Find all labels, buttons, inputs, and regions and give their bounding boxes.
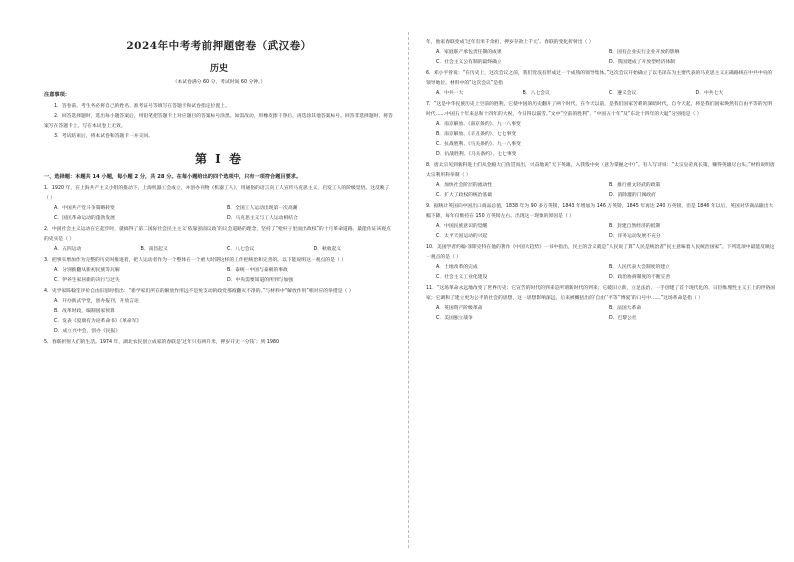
option-group <box>44 245 394 255</box>
right-column <box>426 38 776 325</box>
exam-title: 2024年中考考前押题密卷（武汉卷） <box>126 40 312 52</box>
question-item <box>44 287 394 337</box>
option-group <box>426 181 776 201</box>
question-item <box>44 225 394 255</box>
option-group <box>426 263 776 283</box>
answer-option: D．消除灌的门阀政府 <box>609 193 656 198</box>
answer-option: C．遵义会议 <box>609 91 637 96</box>
question-stem: 年，他家春联变成‘过年有米千余担，押岁存款上千元’。春联的变化折射出（ ） <box>426 40 594 45</box>
right-question-list <box>426 38 776 324</box>
choice-section-head: 一、选择题：本题共 14 小题，每小题 2 分，共 28 分。在每小题给出的四个选项中，只有一项符合题目要求。 <box>44 174 302 180</box>
question-stem: 4．史学家陈翰笙评价自由旧思时指出：“新学家们所在的解放作用远不是免支动的政党那彼翻灭不净的。”与材料中“解放作用”相对应的举措是（ ） <box>44 289 354 294</box>
question-item <box>44 184 394 224</box>
question-item <box>426 243 776 283</box>
answer-option: C．美国独立战争 <box>436 316 473 321</box>
option-group <box>426 48 776 68</box>
question-stem: 6．邓小平曾说：“在历史上，这次会议之前，我们党没有形成过一个成熟的领导集体。”这次会议开始确立了以毛泽东为主要代表的马克思主义正确路线在中共中央的领导地位。材料中的“这次会议”是指 <box>426 71 773 86</box>
answer-option: C．国民革命运动的蓬勃发展 <box>54 216 115 221</box>
left-question-list <box>44 184 394 348</box>
question-item <box>426 38 776 68</box>
option-group <box>426 120 776 160</box>
answer-option: C．太平天国运动的兴起 <box>436 234 488 239</box>
answer-option: A．家庭联产承包责任制的成果 <box>436 50 502 55</box>
option-group <box>44 204 394 224</box>
page-fold-divider <box>408 32 409 548</box>
question-stem: 2．中国社会主义运动在它起步时，就搞得了第二国际社会民主主义‘依靠罢面议政’的议会道路的理念，坚持了“枪杆子里面出政权”的十月革命道路。最能佐证该观点的史实是（ ） <box>44 227 391 242</box>
answer-option: D．政治协商制度的不断完善 <box>609 275 671 280</box>
option-group <box>44 297 394 337</box>
answer-option: C．伊养生家居新的决行与过失 <box>54 278 120 283</box>
answer-option: B．南昌起义 <box>140 247 168 252</box>
option-group <box>44 266 394 286</box>
answer-option: B．改革时政，编制国家预算 <box>54 309 115 314</box>
question-stem: 10．美国学者约翰·菲斯克特在他的著作《中国大趋势》一书中指出，民主的含义就是“人民说了算”人民是统治者“民主意味着人民统治国家”。下列选项中最能反映这一观点的是（ ） <box>426 245 775 260</box>
question-item <box>426 202 776 242</box>
answer-option: D．秋收起义 <box>313 247 342 252</box>
question-stem: 8．唐太宗见到新科进士们从金殿大门鱼贯而出，兴奋地说“天下英雄，入我彀中矣（意为掌握之中）”。有人写诗说：“太宗皇帝真长策，赚得英雄尽白头。”材料说明唐太宗利用科举制（ ） <box>426 163 775 178</box>
question-stem: 1．1920 年，在上海共产主义小组的推动下，上海机器工会成立，并创办刊物《机器工人》，用通俗的语言向工人宣传马克思主义，启发工人的阶级觉悟。这反映了（ ） <box>44 186 390 201</box>
answer-option: D．巴黎公社 <box>609 316 637 321</box>
section-title: 第 I 卷 <box>195 152 243 166</box>
answer-option: D．中共七大 <box>695 91 724 96</box>
option-group <box>426 222 776 242</box>
answer-option: A．中国民族意识的觉醒 <box>436 224 488 229</box>
answer-option: B．泰统一中国与泰朝的事政 <box>227 268 288 273</box>
question-item <box>44 338 394 348</box>
answer-option: B．推行重文轻武的政策 <box>609 183 661 188</box>
answer-option: B．封建自然经济的抵制 <box>609 224 661 229</box>
question-item <box>426 161 776 201</box>
question-stem: 5．春联折射人们的生活。1974 年，湖北农民创立成家的春联是‘过年只有两升米，押岁开无一分钱’；到 1980 <box>44 340 280 345</box>
answer-option: C．社会主义工业化建设 <box>436 275 488 280</box>
answer-option: C．扩大了政权的统治基础 <box>436 193 493 198</box>
question-stem: 9．据统计英国向中国出口商品总值，1838 年为 90 多万英镑，1843 年增加为 146 万英镑，1845 年再达 240 万英镑，但是 1846 年以后，英国对华商品输出大幅下降，每年仅维持在 150 万英镑左右。出现这一现象的原因是（ ） <box>426 204 774 219</box>
answer-option: B．法国大革命 <box>609 306 642 311</box>
answer-option: B．八七会议 <box>522 91 550 96</box>
option-group <box>426 304 776 324</box>
notice-item: 2．回答选择题时，选出每小题答案后，用铅笔把答题卡上对应题目的答案标号涂黑。如需改动，用橡皮擦干净后，再选涂其他答案标号。回答非选择题时，将答案写在答题卡上。写在本试卷上无效。 <box>44 114 393 129</box>
answer-option: A．南京解放、《南京条约》、九一八事变 <box>436 122 521 127</box>
answer-option: D．中央需要知道的所到与加强 <box>227 278 294 283</box>
answer-option: A．中共一大 <box>436 91 464 96</box>
answer-option: D．抗战胜利、《马关条约》、七七事变 <box>436 152 517 157</box>
answer-option: C．八七会议 <box>227 247 255 252</box>
answer-option: B．国有企业实行企业开放的影响 <box>609 50 680 55</box>
answer-option: A．中国共产党斗争策略转变 <box>54 206 115 211</box>
question-item <box>426 284 776 324</box>
answer-option: C．抗战胜利、《马关条约》、九一八事变 <box>436 142 521 147</box>
subject-title: 历史 <box>209 64 228 74</box>
question-stem: 3．把事实增加作为完整的历史叫推进者，把人运动者作为一个整体在一个重大时期这样的工作把统治和完善的。以下能说明这一观点的是（ ） <box>44 258 346 263</box>
answer-option: A．开办新式学堂，创办报刊，开放言论 <box>54 299 139 304</box>
answer-option: D．我国建成了开放型经济体制 <box>609 60 676 65</box>
question-stem: 7．“这是中华民族历史上空前的胜利，它使中国的历史翻开了两个时代，在今天以前，是我们国家苦难的深暗时代，自今天起，将是我们国家焕然有自由平等的光明时代……中国五十年来总和十四年的大祝，今日得以湔雪。”文中“空前的胜利”、“中国五十年”及“东北十四年的大耻”分别指是（ ） <box>426 102 773 117</box>
answer-option: B．全国工人运动出现第一次高潮 <box>227 206 298 211</box>
answer-option: C．社会主义公有制的最终确立 <box>436 60 502 65</box>
answer-option: B．人民代表大会制度的建立 <box>609 265 670 270</box>
answer-option: A．英国资产阶级革命 <box>436 306 483 311</box>
question-stem: 11．“这场革命永远地改变了世界历史；它宣告的时代的到来是所谓新时代的到来；它破旧立新，立足法治，一手创建了首个现代化的、日臣维埋性主义王上的世俗国家；它调和了建立更为公平的社会的思想，这一思想影响深远，后来被概括出的‘自由’‘平等’‘博爱’的口号中……”这场革命是指（ ） <box>426 286 776 301</box>
score-note: （本试卷满分 60 分，考试时间 60 分钟。） <box>172 80 266 85</box>
left-column <box>44 38 394 349</box>
question-item <box>426 69 776 99</box>
answer-option: A．土地改革的完成 <box>436 265 478 270</box>
answer-option: A．加快社会阶层的流动性 <box>436 183 493 188</box>
notice-head: 注意事项： <box>44 92 70 98</box>
answer-option: B．南京解放、《辛丑条约》、七七事变 <box>436 132 517 137</box>
answer-option: D．马克思主义与工人运动相结合 <box>227 216 298 221</box>
question-item <box>426 100 776 160</box>
answer-option: A．分别推翻从新初民族等瓦解 <box>54 268 120 273</box>
answer-option: C．发表《驳康有为论革命书》《革命军》 <box>54 319 142 324</box>
answer-option: D．洋务运动发展不充分 <box>609 234 661 239</box>
notice-item: 3．考试结束后，将本试卷和答题卡一并交回。 <box>54 134 153 139</box>
answer-option: A．五四运动 <box>54 247 82 252</box>
option-group <box>426 89 776 99</box>
notice-item: 1．答卷前，考生务必将自己的姓名、准考证号等填写在答题卡和试卷指定位置上。 <box>54 104 230 109</box>
answer-option: D．成立兴中会，创办《民报》 <box>54 329 121 334</box>
question-item <box>44 256 394 286</box>
